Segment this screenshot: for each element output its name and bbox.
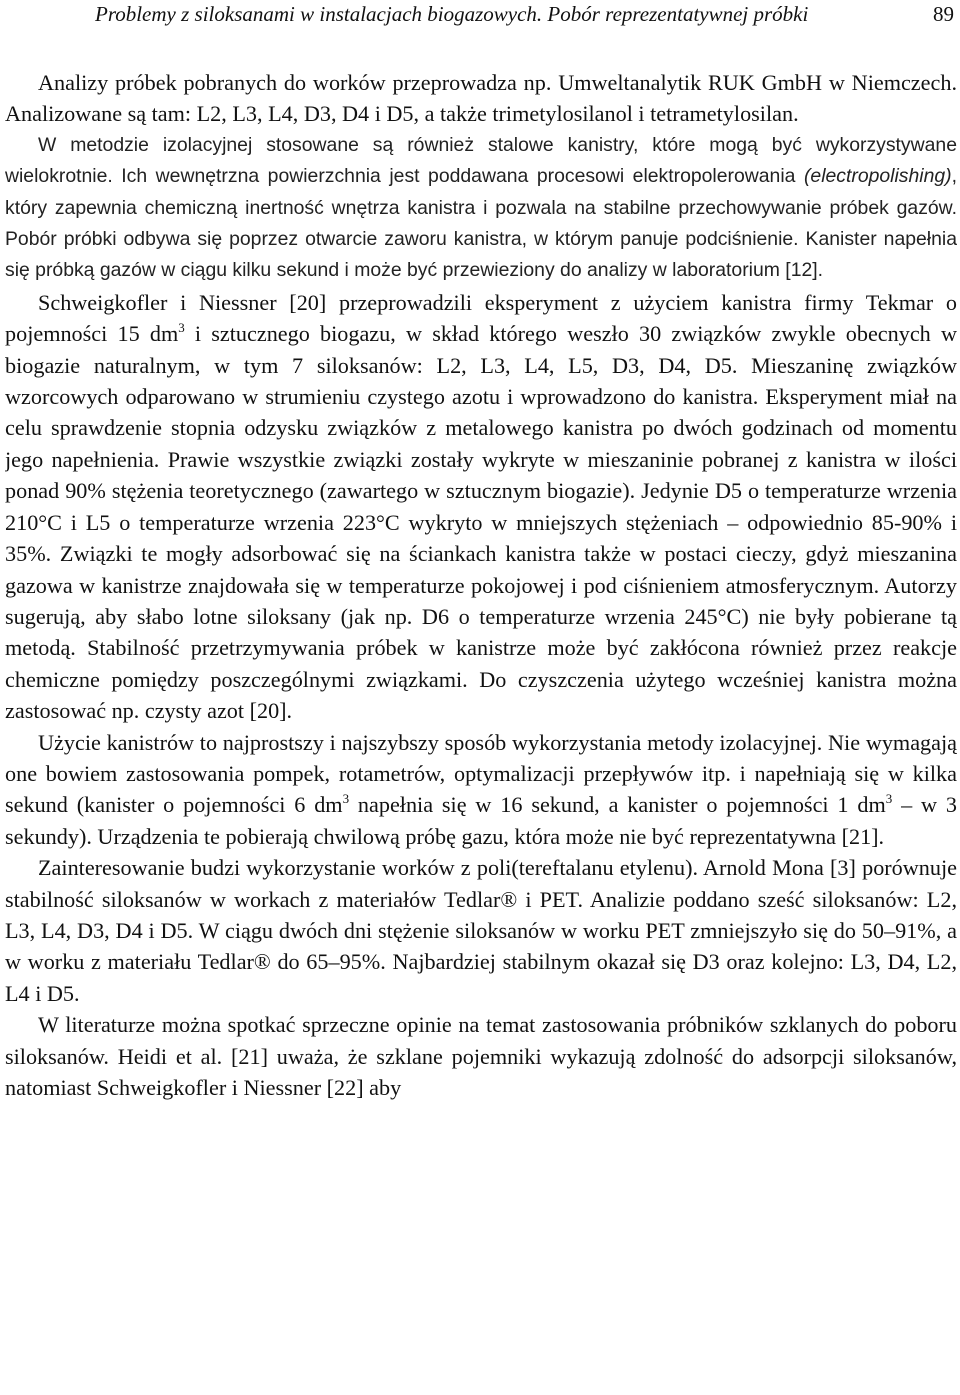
paragraph-5	[5, 852, 957, 1009]
paragraph-3	[5, 287, 957, 727]
paragraph-2-emphasis: (electropolishing)	[803, 165, 952, 188]
paragraph-5-text: Zainteresowanie budzi wykorzystanie worków z poli(tereftalanu etylenu). Arnold Mona [3] porównuje stabilność siloksanów w workach z materiałów Tedlar® i PET. Analizie poddano sześć siloksanów: L2, L3, L4, D3, D4 i D5. W ciągu dwóch dni stężenie siloksanów w worku PET zmniejszyło się do 50–91%, a w worku z materiału Tedlar® do 65–95%. Najbardziej stabilnym okazał się D3 oraz kolejno: L3, D4, L2, L4 i D5.	[5, 855, 957, 1006]
running-title: Problemy z siloksanami w instalacjach biogazowych. Pobór reprezentatywnej próbki	[95, 2, 809, 26]
paragraph-3-text-b: i sztucznego biogazu, w skład którego weszło 30 związków zwykle obecnych w biogazie naturalnym, w tym 7 siloksanów: L2, L3, L4, L5, D3, D4, D5. Mieszaninę związków wzorcowych odparowano w strumieniu czystego azotu i wprowadzono do kanistra. Eksperyment miał na celu sprawdzenie stopnia odzysku związków z metalowego kanistra po dwóch godzinach od momentu jego napełnienia. Prawie wszystkie związki zostały wykryte w mieszaninie pobranej z kanistra w ilości ponad 90% stężenia teoretycznego (zawartego w sztucznym biogazie). Jedynie D5 o temperaturze wrzenia 210°C i L5 o temperaturze wrzenia 223°C wykryto w mniejszych stężeniach – odpowiednio 85-90% i 35%. Związki te mogły adsorbować się na ściankach kanistra także w postaci cieczy, gdyż mieszanina gazowa w kanistrze znajdowała się w temperaturze pokojowej i pod ciśnieniem atmosferycznym. Autorzy sugerują, aby słabo lotne siloksany (jak np. D6 o temperaturze wrzenia 245°C) nie były pobierane tą metodą. Stabilność przetrzymywania próbek w kanistrze może być zakłócona również przez reakcje chemiczne pomiędzy poszczególnymi związkami. Do czyszczenia użytego wcześniej kanistra można zastosować np. czysty azot [20].	[5, 321, 957, 724]
body-text	[5, 67, 957, 1103]
paragraph-4-text-a: Użycie kanistrów to najprostszy i najszybszy sposób wykorzystania metody izolacyjnej. Nie wymagają one bowiem zastosowania pompek, rotametrów, optymalizacji przepływów itp. i napełniają się w kilka sekund (kanister o pojemności 6 dm	[5, 729, 957, 818]
paragraph-4-text-b: napełnia się w 16 sekund, a kanister o pojemności 1 dm	[349, 792, 886, 818]
paragraph-4-text-c: – w 3 sekundy). Urządzenia te pobierają chwilową próbę gazu, która może nie być reprezentatywna [21].	[5, 792, 957, 849]
running-header	[5, 0, 957, 39]
paragraph-3-text-a: Schweigkofler i Niessner [20] przeprowadzili eksperyment z użyciem kanistra firmy Tekmar o pojemności 15 dm	[5, 289, 957, 347]
paragraph-4-superscript-1: 3	[342, 791, 350, 807]
document-page	[5, 0, 957, 1395]
paragraph-1-text: Analizy próbek pobranych do worków przeprowadza np. Umweltanalytik RUK GmbH w Niemczech. Analizowane są tam: L2, L3, L4, D3, D4 i D5, a także trimetylosilanol i tetrametylosilan.	[5, 70, 957, 127]
paragraph-4	[5, 727, 957, 853]
paragraph-6-text: W literaturze można spotkać sprzeczne opinie na temat zastosowania próbników szklanych do poboru siloksanów. Heidi et al. [21] uważa, że szklane pojemniki wykazują zdolność do adsorpcji siloksanów, natomiast Schweigkofler i Niessner [22] aby	[5, 1012, 957, 1100]
paragraph-4-superscript-2: 3	[885, 791, 893, 807]
paragraph-2	[5, 130, 957, 287]
paragraph-2-text-a: W metodzie izolacyjnej stosowane są również stalowe kanistry, które mogą być wykorzystywane wielokrotnie. Ich wewnętrzna powierzchnia jest poddawana procesowi elektropolerowania	[5, 133, 957, 188]
paragraph-6	[5, 1009, 957, 1103]
page-number: 89	[933, 2, 954, 26]
paragraph-3-superscript: 3	[178, 320, 185, 336]
paragraph-1	[5, 67, 957, 130]
paragraph-2-text-b: , który zapewnia chemiczną inertność wnętrza kanistra i pozwala na stabilne przechowywanie próbek gazów. Pobór próbki odbywa się poprzez otwarcie zaworu kanistra, w którym panuje podciśnienie. Kanister napełnia się próbką gazów w ciągu kilku sekund i może być przewieziony do analizy w laboratorium [12].	[5, 165, 957, 282]
